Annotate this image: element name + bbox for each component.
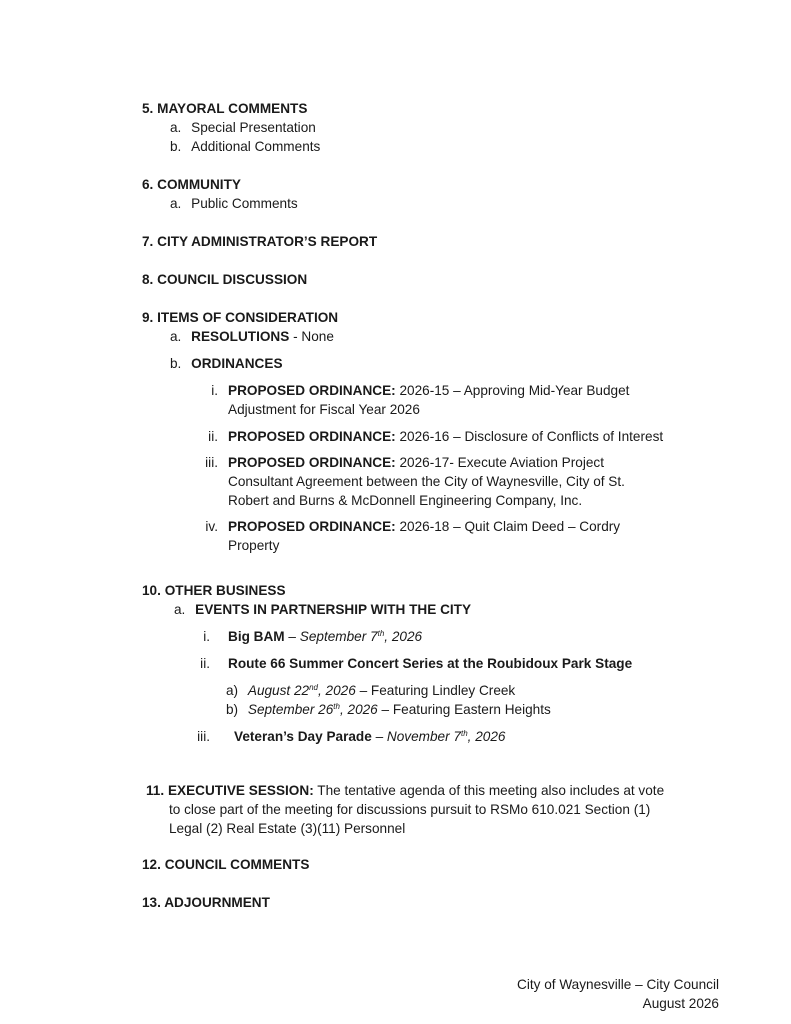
roman-numeral: iii. — [197, 729, 210, 744]
event-sep: – — [284, 629, 300, 644]
ordinance-line: Robert and Burns & McDonnell Engineering Company, Inc. — [228, 493, 583, 508]
event-line — [228, 628, 422, 645]
sub-text: Special Presentation — [191, 120, 316, 135]
concert-text: – Featuring Eastern Heights — [377, 702, 551, 717]
sub-item — [170, 138, 320, 155]
page-footer — [517, 975, 719, 1013]
concert-letter: b) — [226, 702, 239, 717]
item-number: 13. — [142, 895, 161, 910]
sub-item — [170, 119, 316, 136]
sub-label: RESOLUTIONS — [191, 329, 290, 344]
ordinance-line — [228, 382, 629, 399]
item-11-line: Legal (2) Real Estate (3)(11) Personnel — [169, 821, 406, 836]
concert-date: September 26th, 2026 — [247, 702, 378, 717]
item-title: MAYORAL COMMENTS — [157, 101, 308, 116]
event-date: November 7th, 2026 — [386, 729, 506, 744]
roman-numeral: i. — [203, 629, 210, 644]
agenda-item-10-heading — [142, 582, 286, 599]
sub-text: Public Comments — [191, 196, 298, 211]
ordinance-line — [228, 428, 663, 445]
concert-letter: a) — [226, 683, 239, 698]
item-number: 12. — [142, 857, 161, 872]
item-number: 7. — [142, 234, 154, 249]
item-title: ITEMS OF CONSIDERATION — [157, 310, 339, 325]
ordinance-line — [228, 518, 620, 535]
sub-item-events — [174, 601, 471, 618]
sub-text: Additional Comments — [191, 139, 321, 154]
sub-item-ordinances — [170, 355, 283, 372]
ordinance-text: 2026-15 – Approving Mid-Year Budget — [395, 383, 630, 398]
ordinance-line: Consultant Agreement between the City of Waynesville, City of St. — [228, 474, 625, 489]
event-name: Veteran’s Day Parade — [234, 729, 372, 744]
footer-line-2: August 2026 — [642, 996, 719, 1011]
agenda-item-7-heading — [142, 233, 377, 250]
agenda-item-11 — [146, 782, 664, 799]
sub-item — [170, 195, 298, 212]
concert-item — [226, 682, 515, 699]
roman-numeral: iii. — [205, 455, 218, 470]
sub-label: EVENTS IN PARTNERSHIP WITH THE CITY — [195, 602, 472, 617]
event-name: Big BAM — [228, 629, 285, 644]
sub-item-resolutions — [170, 328, 334, 345]
ordinance-label: PROPOSED ORDINANCE: — [228, 383, 396, 398]
event-sep: – — [371, 729, 387, 744]
ordinance-line — [228, 454, 604, 471]
item-title: COMMUNITY — [157, 177, 241, 192]
sub-letter: b. — [170, 356, 182, 371]
agenda-item-6-heading — [142, 176, 241, 193]
sub-letter: b. — [170, 139, 182, 154]
item-title: ADJOURNMENT — [164, 895, 270, 910]
ordinance-line: Property — [228, 538, 280, 553]
ordinance-text: 2026-18 – Quit Claim Deed – Cordry — [395, 519, 621, 534]
item-number: 10. — [142, 583, 161, 598]
concert-item — [226, 701, 551, 718]
concert-text: – Featuring Lindley Creek — [355, 683, 516, 698]
item-number: 5. — [142, 101, 154, 116]
item-title: COUNCIL COMMENTS — [164, 857, 310, 872]
item-number: 9. — [142, 310, 154, 325]
footer-line-1: City of Waynesville – City Council — [517, 977, 719, 992]
agenda-item-12-heading — [142, 856, 309, 873]
event-name: Route 66 Summer Concert Series at the Roubidoux Park Stage — [228, 656, 633, 671]
ordinance-label: PROPOSED ORDINANCE: — [228, 429, 396, 444]
ordinance-text: 2026-17- Execute Aviation Project — [395, 455, 604, 470]
ordinance-line: Adjustment for Fiscal Year 2026 — [228, 402, 420, 417]
sub-letter: a. — [170, 329, 182, 344]
roman-numeral: ii. — [208, 429, 218, 444]
sub-label: ORDINANCES — [191, 356, 283, 371]
concert-date: August 22nd, 2026 — [247, 683, 356, 698]
item-title: CITY ADMINISTRATOR’S REPORT — [157, 234, 378, 249]
item-title: COUNCIL DISCUSSION — [157, 272, 308, 287]
sub-letter: a. — [174, 602, 186, 617]
roman-numeral: ii. — [200, 656, 210, 671]
agenda-item-13-heading — [142, 894, 270, 911]
ordinance-label: PROPOSED ORDINANCE: — [228, 519, 396, 534]
agenda-item-5-heading — [142, 100, 307, 117]
event-date: September 7th, 2026 — [299, 629, 423, 644]
sub-text: - None — [289, 329, 334, 344]
roman-numeral: iv. — [205, 519, 218, 534]
item-number: 11. — [146, 783, 165, 798]
item-number: 8. — [142, 272, 154, 287]
event-line — [234, 728, 505, 745]
agenda-item-9-heading — [142, 309, 338, 326]
item-11-line: to close part of the meeting for discussions pursuit to RSMo 610.021 Section (1) — [169, 802, 651, 817]
ordinance-text: 2026-16 – Disclosure of Conflicts of Interest — [395, 429, 664, 444]
item-text: The tentative agenda of this meeting also includes at vote — [313, 783, 665, 798]
item-number: 6. — [142, 177, 154, 192]
sub-letter: a. — [170, 196, 182, 211]
agenda-item-8-heading — [142, 271, 307, 288]
item-title: OTHER BUSINESS — [164, 583, 286, 598]
roman-numeral: i. — [211, 383, 218, 398]
sub-letter: a. — [170, 120, 182, 135]
ordinance-label: PROPOSED ORDINANCE: — [228, 455, 396, 470]
item-label: EXECUTIVE SESSION: — [167, 783, 314, 798]
